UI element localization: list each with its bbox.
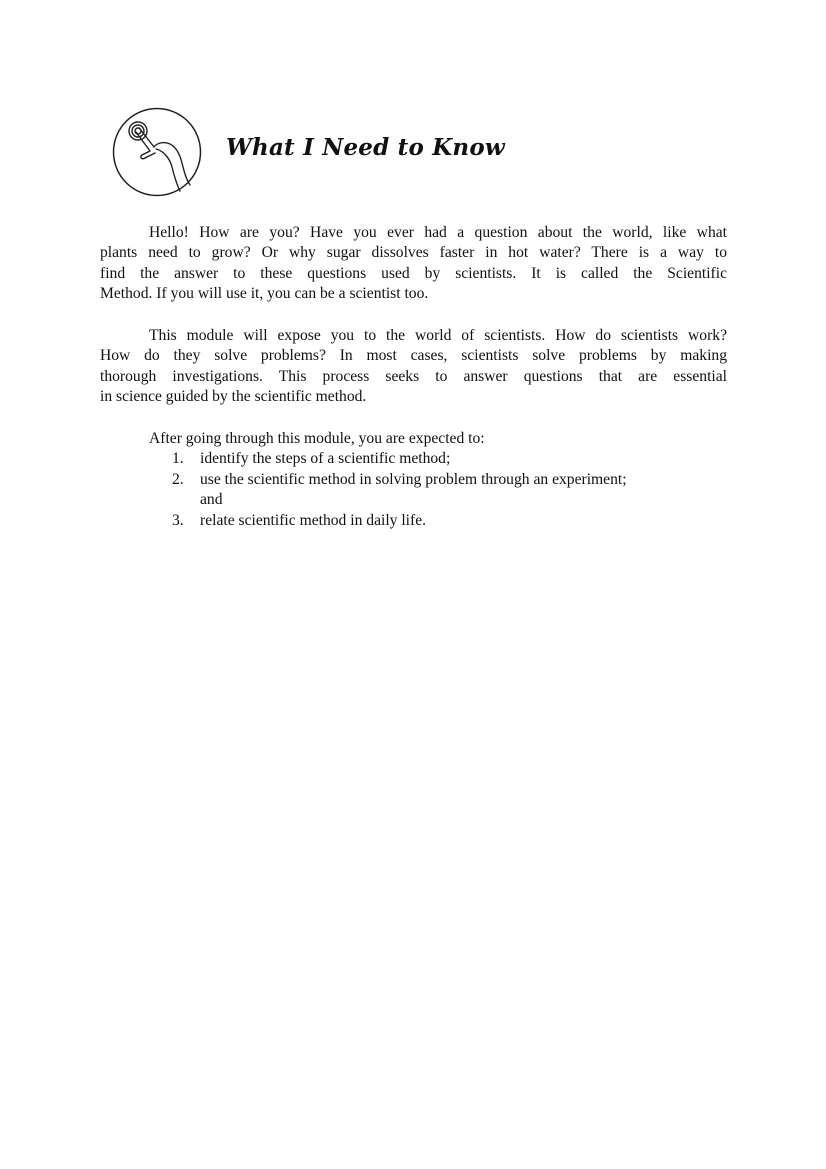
text-line: thorough investigations. This process seeks to answer questions that are essential — [100, 367, 727, 385]
list-item — [172, 449, 627, 469]
text-line: This module will expose you to the world of scientists. How do scientists work? — [149, 327, 727, 344]
objectives-intro — [100, 429, 727, 449]
list-text: and — [200, 491, 223, 509]
text-line: How do they solve problems? In most cases, scientists solve problems by making — [100, 347, 727, 365]
list-text: use the scientific method in solving problem through an experiment; — [200, 470, 627, 488]
intro-paragraph — [100, 223, 727, 305]
text-line: plants need to grow? Or why sugar dissolves faster in hot water? There is a way to — [100, 244, 727, 262]
list-item — [172, 511, 627, 531]
list-number: 1. — [172, 450, 184, 468]
hand-pointing-touch-icon — [112, 107, 202, 197]
text-line: in science guided by the scientific method. — [100, 388, 367, 406]
text-line: Hello! How are you? Have you ever had a question about the world, like what — [149, 224, 727, 241]
list-item-continuation — [172, 490, 627, 510]
list-text: relate scientific method in daily life. — [200, 511, 427, 529]
text-line: After going through this module, you are expected to: — [149, 430, 485, 447]
list-item — [172, 470, 627, 490]
text-line: Method. If you will use it, you can be a scientist too. — [100, 285, 429, 303]
module-paragraph — [100, 326, 727, 408]
list-number: 2. — [172, 470, 184, 488]
list-text: identify the steps of a scientific method; — [200, 450, 451, 468]
section-title: What I Need to Know — [226, 134, 505, 161]
objectives-list — [172, 449, 627, 531]
list-number: 3. — [172, 511, 184, 529]
text-line: find the answer to these questions used by scientists. It is called the Scientific — [100, 264, 727, 282]
